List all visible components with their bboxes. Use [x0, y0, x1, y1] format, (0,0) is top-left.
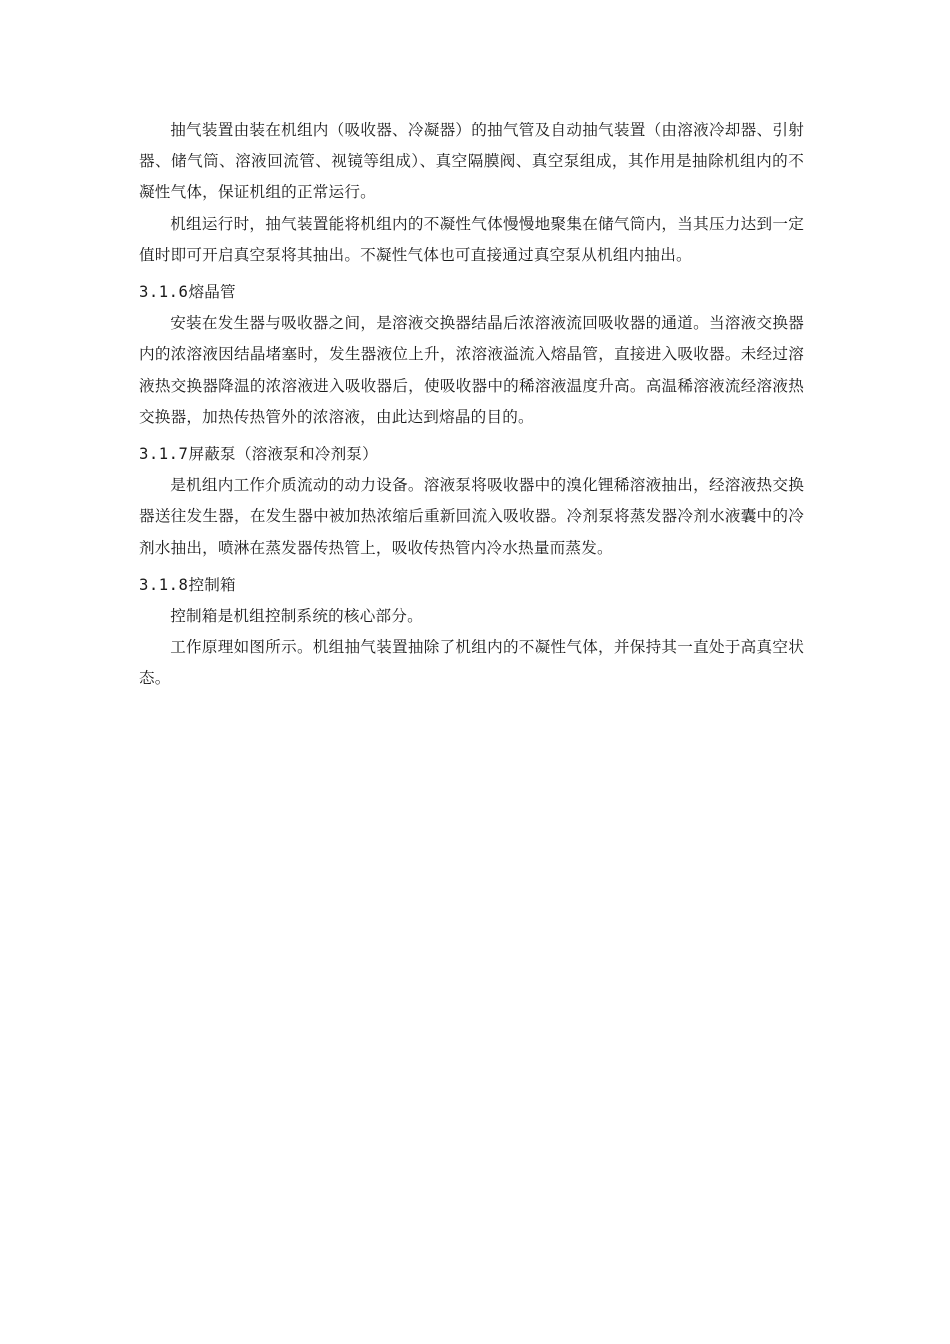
section-title: 熔晶管 — [188, 283, 236, 302]
section-title: 屏蔽泵（溶液泵和冷剂泵） — [188, 445, 378, 464]
section-number: 3.1.6 — [139, 283, 189, 302]
section-number: 3.1.7 — [139, 445, 189, 464]
section-heading-3-1-7 — [139, 439, 804, 470]
paragraph-working-principle: 工作原理如图所示。机组抽气装置抽除了机组内的不凝性气体，并保持其一直处于高真空状态。 — [139, 638, 804, 688]
section-title: 控制箱 — [188, 575, 236, 594]
paragraph-air-extraction-operation: 机组运行时，抽气装置能将机组内的不凝性气体慢慢地聚集在储气筒内，当其压力达到一定值时即可开启真空泵将其抽出。不凝性气体也可直接通过真空泵从机组内抽出。 — [139, 214, 804, 264]
section-heading-3-1-6 — [139, 277, 804, 308]
section-number: 3.1.8 — [139, 575, 189, 594]
document-body — [139, 115, 804, 695]
paragraph-melting-crystal-tube: 安装在发生器与吸收器之间，是溶液交换器结晶后浓溶液流回吸收器的通道。当溶液交换器内的浓溶液因结晶堵塞时，发生器液位上升，浓溶液溢流入熔晶管，直接进入吸收器。未经过溶液热交换器降温的浓溶液进入吸收器后，使吸收器中的稀溶液温度升高。高温稀溶液流经溶液热交换器，加热传热管外的浓溶液，由此达到熔晶的目的。 — [139, 314, 804, 426]
paragraph-air-extraction-device: 抽气装置由装在机组内（吸收器、冷凝器）的抽气管及自动抽气装置（由溶液冷却器、引射器、储气筒、溶液回流管、视镜等组成）、真空隔膜阀、真空泵组成，其作用是抽除机组内的不凝性气体，保证机组的正常运行。 — [139, 121, 804, 202]
section-heading-3-1-8 — [139, 570, 804, 601]
paragraph-control-box: 控制箱是机组控制系统的核心部分。 — [170, 607, 423, 626]
paragraph-shielded-pump: 是机组内工作介质流动的动力设备。溶液泵将吸收器中的溴化锂稀溶液抽出，经溶液热交换器送往发生器，在发生器中被加热浓缩后重新回流入吸收器。冷剂泵将蒸发器冷剂水液囊中的冷剂水抽出，喷淋在蒸发器传热管上，吸收传热管内冷水热量而蒸发。 — [139, 476, 804, 557]
